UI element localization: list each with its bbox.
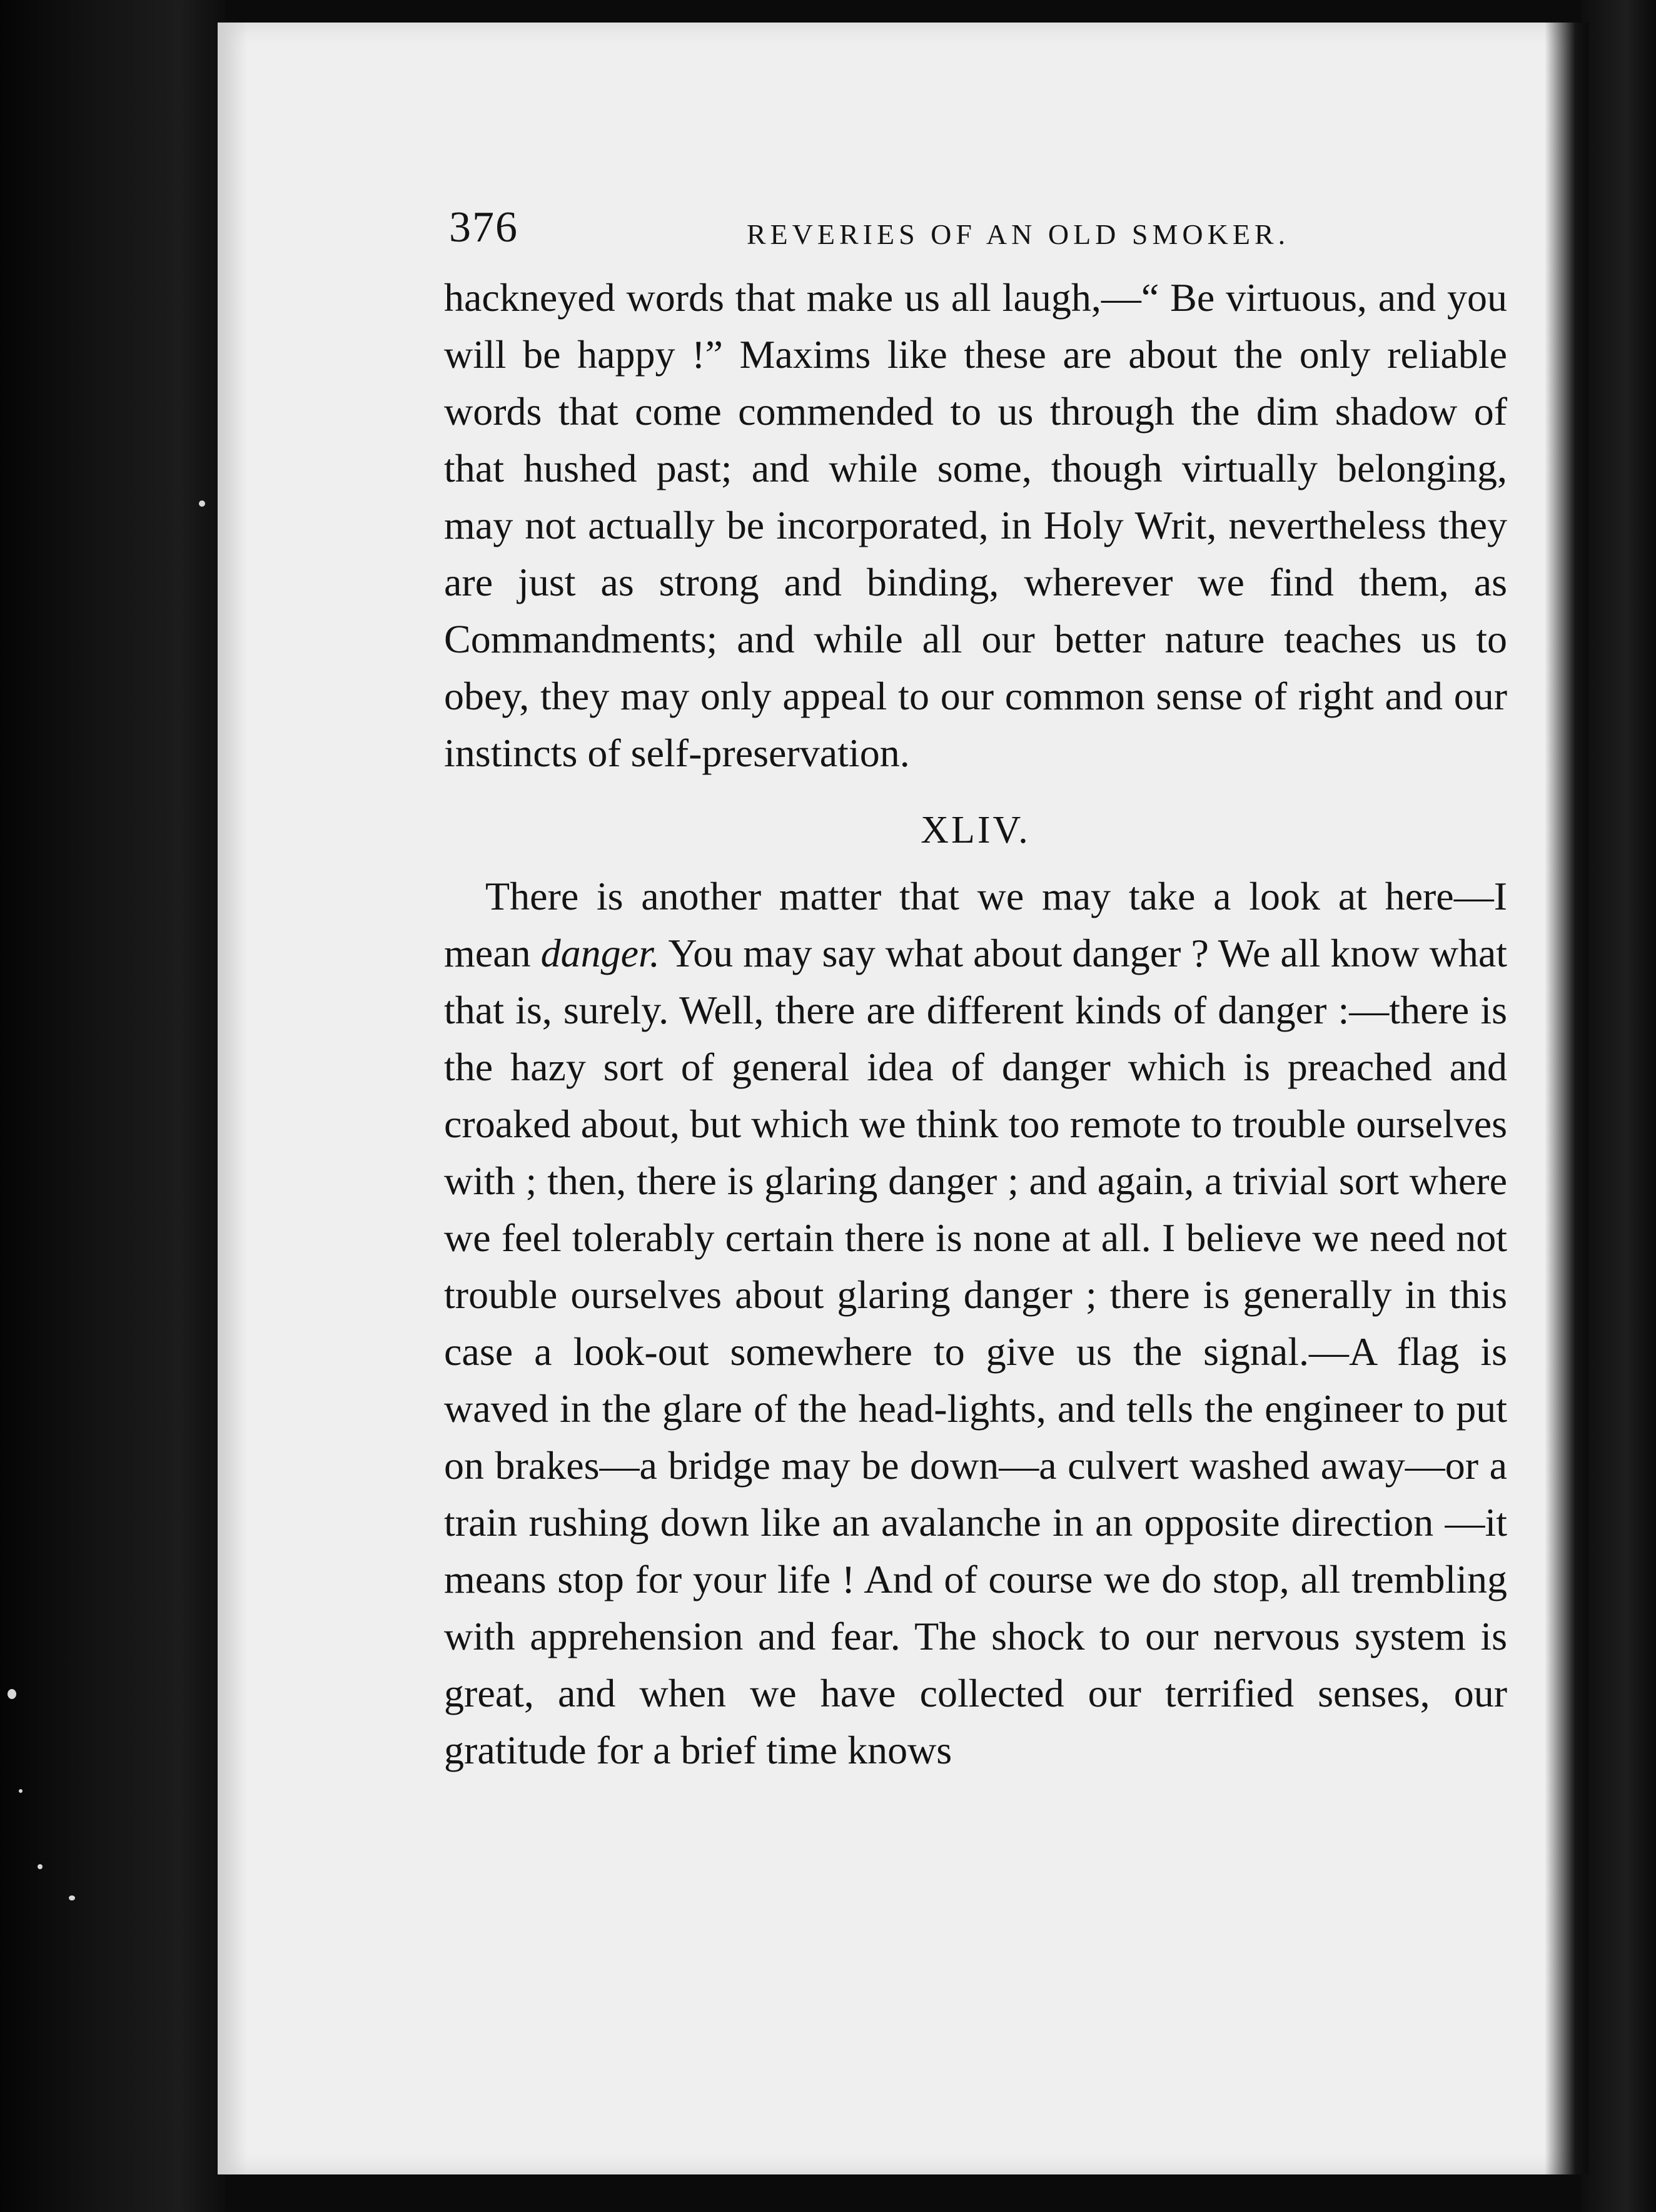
paragraph-danger-start: There is another matter that we may take a look at here—I mean [444, 874, 1507, 975]
film-speck [19, 1789, 23, 1793]
emphasis-danger: danger. [540, 931, 660, 975]
paragraph-continued: hackneyed words that make us all laugh,—“ Be virtuous, and you will be happy !” Maxims like these are about the only reliable words that come commended to us through the dim shadow of that hushed past; and while some, though virtually belonging, may not actually be incorporated, in Holy Writ, nevertheless they are just as strong and binding, wherever we find them, as Commandments; and while all our better nature teaches us to obey, they may only appeal to our common sense of right and our instincts of self-preservation. [444, 275, 1507, 775]
section-heading: XLIV. [921, 809, 1031, 851]
page-edge-shadow [218, 23, 248, 2174]
paragraph-danger-rest: You may say what about danger ? We all know what that is, surely. Well, there are different kinds of danger :—there is the hazy sort of general idea of danger which is preached and croaked about, but which we think too remote to trouble ourselves with ; then, there is glaring danger ; and again, a trivial sort where we feel tolerably certain there is none at all. I believe we need not trouble ourselves about glaring danger ; there is generally in this case a look-out somewhere to give us the signal.—A flag is waved in the glare of the head-lights, and tells the engineer to put on brakes—a bridge may be down—a culvert washed away—or a train rushing down like an avalanche in an opposite direction —it means stop for your life ! And of course we do stop, all trembling with apprehension and fear. The shock to our nervous system is great, and when we have collected our terrified senses, our gratitude for a brief time knows [444, 931, 1507, 1772]
body-text [444, 269, 1507, 1778]
film-border-left [0, 0, 225, 2212]
page-gutter-shadow [1545, 23, 1588, 2174]
paragraph-danger [444, 868, 1507, 1778]
page-number: 376 [449, 203, 518, 251]
film-speck [69, 1895, 75, 1900]
film-speck [38, 1864, 43, 1869]
page-header [449, 203, 1500, 271]
film-border-right [1581, 0, 1656, 2212]
running-head: REVERIES OF AN OLD SMOKER. [746, 218, 1290, 250]
film-speck [8, 1689, 16, 1699]
film-speck [199, 500, 205, 507]
